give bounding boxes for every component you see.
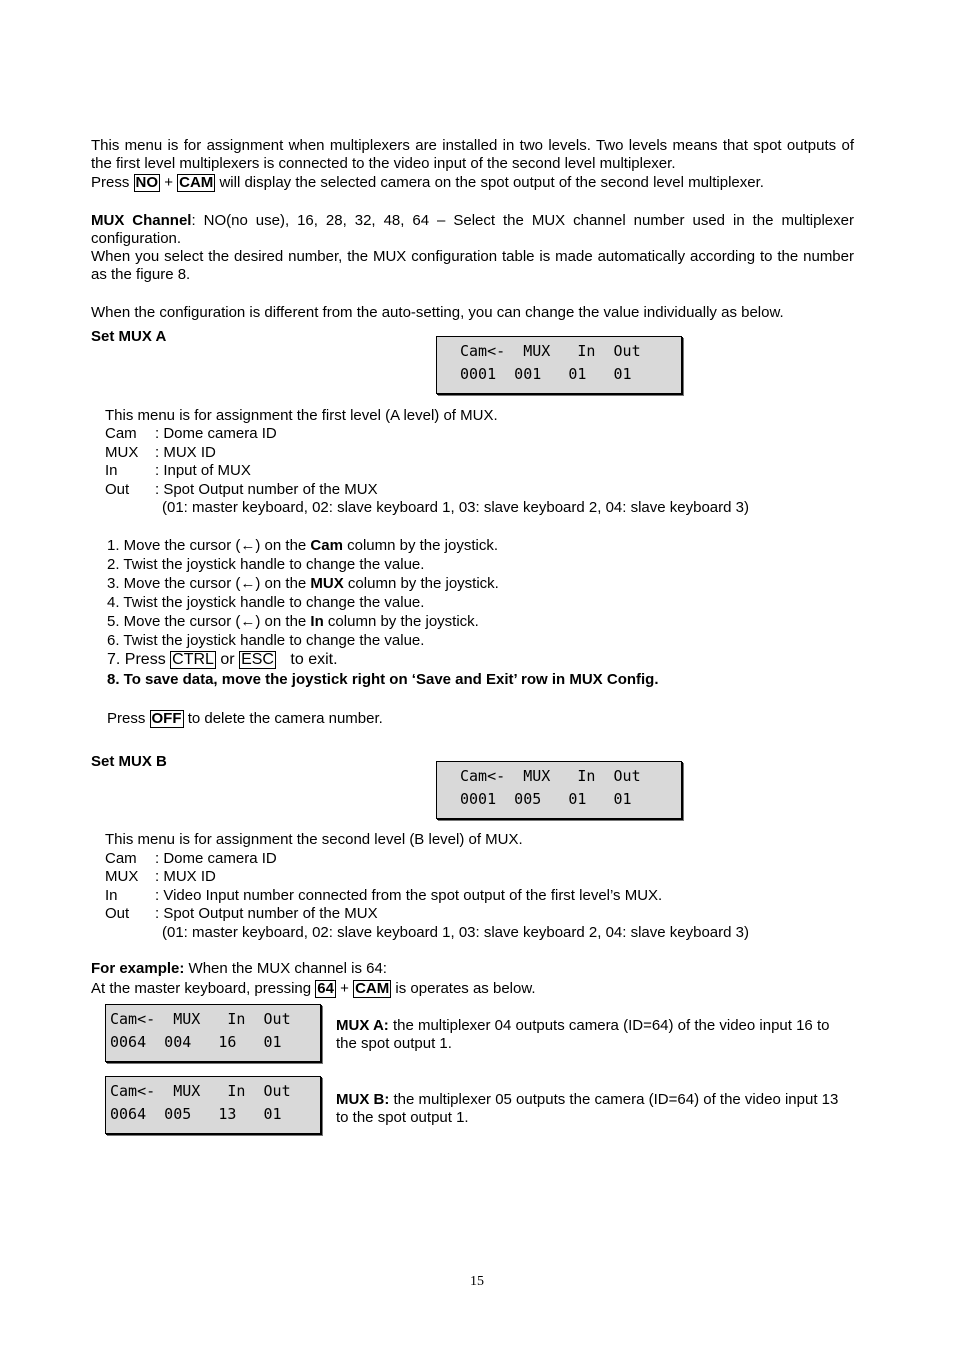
mux-channel-text2: When you select the desired number, the MUX configuration table is made automatically according to the number as the figure 8. [91, 248, 854, 283]
def-term: Out [105, 905, 130, 922]
example-line2: At the master keyboard, pressing 64 + CAM is operates as below. [91, 980, 536, 997]
def-term: Cam [105, 425, 137, 442]
config-note: When the configuration is different from the auto-setting, you can change the value individually as below. [91, 304, 784, 321]
mux-b-definitions [105, 850, 825, 940]
set-mux-b-heading: Set MUX B [91, 753, 167, 770]
off-note: Press OFF to delete the camera number. [107, 710, 383, 727]
esc-key: ESC [241, 651, 274, 668]
step-5: 5. Move the cursor (←) on the In column by the joystick. [107, 613, 479, 630]
cam-key: CAM [179, 174, 214, 191]
def-desc: : Spot Output number of the MUX [155, 905, 378, 922]
lcd-values: 0001 001 01 01 [460, 365, 632, 383]
set-mux-a-heading: Set MUX A [91, 328, 167, 345]
out-note: (01: master keyboard, 02: slave keyboard 1, 03: slave keyboard 2, 04: slave keyboard 3) [162, 499, 749, 516]
def-desc: : Video Input number connected from the spot output of the first level’s MUX. [155, 887, 663, 904]
lcd-example-a [105, 1004, 321, 1062]
def-desc: : MUX ID [155, 444, 216, 461]
def-term: In [105, 462, 118, 479]
def-term: Cam [105, 850, 137, 867]
lcd-header: Cam<- MUX In Out [110, 1010, 291, 1028]
mux-channel-paragraph [91, 212, 854, 284]
mux-a-explanation: MUX A: the multiplexer 04 outputs camera (ID=64) of the video input 16 to the spot output 1. [336, 1017, 830, 1052]
mux-channel-label: MUX Channel [91, 212, 192, 229]
def-term: In [105, 887, 118, 904]
step-6: 6. Twist the joystick handle to change the value. [107, 632, 425, 649]
def-desc: : Input of MUX [155, 462, 251, 479]
lcd-values: 0064 004 16 01 [110, 1033, 282, 1051]
def-desc: : Dome camera ID [155, 425, 277, 442]
lcd-header: Cam<- MUX In Out [460, 767, 641, 785]
step-4: 4. Twist the joystick handle to change the value. [107, 594, 425, 611]
step-1: 1. Move the cursor (←) on the Cam column by the joystick. [107, 537, 498, 554]
no-key: NO [135, 174, 159, 191]
step-7: 7. Press CTRL or ESC to exit. [107, 651, 338, 668]
lcd-mux-b [436, 761, 682, 819]
mux-a-intro: This menu is for assignment the first level (A level) of MUX. [105, 407, 498, 424]
step-2: 2. Twist the joystick handle to change the value. [107, 556, 425, 573]
def-desc: : Dome camera ID [155, 850, 277, 867]
def-term: Out [105, 481, 130, 498]
lcd-values: 0064 005 13 01 [110, 1105, 282, 1123]
lcd-header: Cam<- MUX In Out [460, 342, 641, 360]
steps-list [107, 537, 659, 690]
mux-channel-text: : NO(no use), 16, 28, 32, 48, 64 – Select the MUX channel number used in the multiplexer configuration. [91, 212, 854, 247]
def-desc: : MUX ID [155, 868, 216, 885]
mux-a-definitions [105, 425, 825, 515]
example-heading: For example: When the MUX channel is 64: [91, 960, 387, 977]
def-term: MUX [105, 444, 139, 461]
out-note: (01: master keyboard, 02: slave keyboard 1, 03: slave keyboard 2, 04: slave keyboard 3) [162, 924, 749, 941]
lcd-values: 0001 005 01 01 [460, 790, 632, 808]
lcd-header: Cam<- MUX In Out [110, 1082, 291, 1100]
step-3: 3. Move the cursor (←) on the MUX column by the joystick. [107, 575, 499, 592]
def-term: MUX [105, 868, 139, 885]
ctrl-key: CTRL [172, 651, 214, 668]
off-key: OFF [151, 710, 182, 727]
intro-paragraph [91, 137, 854, 192]
key-64: 64 [317, 980, 334, 997]
lcd-mux-a [436, 336, 682, 394]
mux-b-explanation: MUX B: the multiplexer 05 outputs the camera (ID=64) of the video input 13 to the spot output 1. [336, 1091, 839, 1126]
lcd-example-b [105, 1076, 321, 1134]
intro-press-line: Press NO + CAM will display the selected camera on the spot output of the second level multiplexer. [91, 174, 764, 191]
intro-text: This menu is for assignment when multiplexers are installed in two levels. Two levels means that spot outputs of the first level multiplexers is connected to the video input of the second level multiplexer. [91, 137, 854, 172]
page-number: 15 [470, 1274, 484, 1289]
mux-b-intro: This menu is for assignment the second level (B level) of MUX. [105, 831, 523, 848]
step-8: 8. To save data, move the joystick right on ‘Save and Exit’ row in MUX Config. [107, 671, 659, 688]
def-desc: : Spot Output number of the MUX [155, 481, 378, 498]
cam-key: CAM [355, 980, 390, 997]
